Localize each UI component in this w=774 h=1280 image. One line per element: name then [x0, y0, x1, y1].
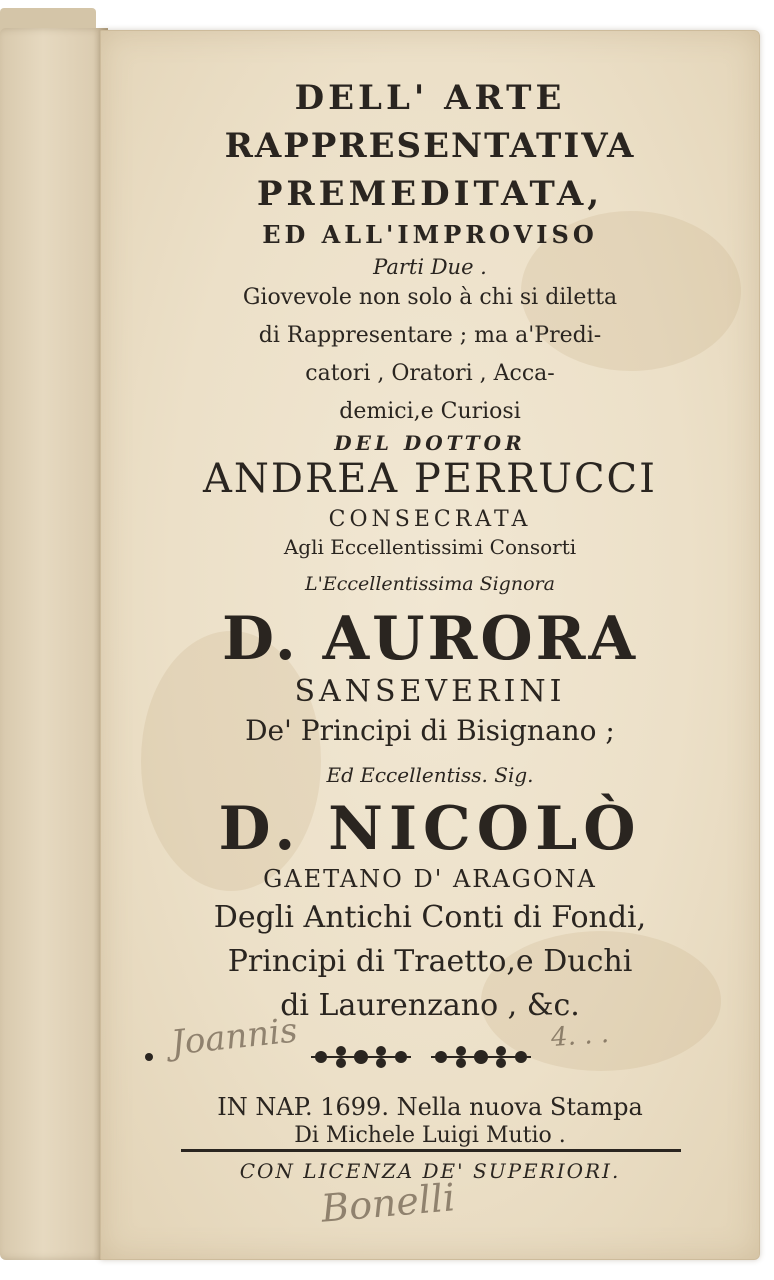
antichi-conti-line: Degli Antichi Conti di Fondi,: [213, 900, 647, 935]
title-line-2: RAPPRESENTATIVA: [224, 126, 636, 166]
handwritten-note: 4. . .: [550, 1019, 610, 1053]
principi-bisignano-line: De' Principi di Bisignano ;: [245, 714, 615, 747]
author-prefix: DEL DOTTOR: [334, 431, 526, 455]
author-name: ANDREA PERRUCCI: [203, 456, 657, 502]
laurenzano-line: di Laurenzano , &c.: [280, 988, 580, 1023]
description-line-2: di Rappresentare ; ma a'Predi-: [258, 323, 602, 348]
description-line-1: Giovevole non solo à chi si diletta: [242, 285, 618, 310]
signora-line: L'Eccellentissima Signora: [305, 573, 555, 595]
title-line-3: PREMEDITATA,: [256, 174, 604, 214]
title-line-4: ED ALL'IMPROVISO: [262, 220, 598, 249]
consorti-line: Agli Eccellentissimi Consorti: [283, 535, 577, 559]
traetto-line: Principi di Traetto,e Duchi: [227, 944, 633, 979]
book-spine: [0, 28, 108, 1260]
dedicatee-sanseverini: SANSEVERINI: [294, 674, 566, 709]
imprint-line-2: Di Michele Luigi Mutio .: [294, 1123, 566, 1148]
handwritten-signature: Joannis: [169, 1010, 300, 1064]
licenza-line: CON LICENZA DE' SUPERIORI.: [239, 1159, 621, 1183]
divider-rule: [181, 1149, 681, 1152]
description-line-4: demici,e Curiosi: [339, 399, 521, 424]
title-page: [100, 30, 760, 1260]
fleuron-ornament-icon: [301, 1037, 541, 1077]
ink-dot: [145, 1053, 153, 1061]
ed-eccellentiss-line: Ed Eccellentiss. Sig.: [326, 763, 534, 787]
dedicatee-nicolo: D. NICOLÒ: [218, 794, 642, 864]
consecrata-line: CONSECRATA: [328, 507, 532, 532]
parts-line: Parti Due .: [373, 255, 487, 279]
title-line-1: DELL' ARTE: [294, 78, 566, 118]
description-line-3: catori , Oratori , Acca-: [305, 361, 555, 386]
dedicatee-aurora: D. AURORA: [221, 604, 639, 674]
gaetano-line: GAETANO D' ARAGONA: [263, 865, 597, 893]
imprint-line-1: IN NAP. 1699. Nella nuova Stampa: [217, 1093, 643, 1121]
handwritten-signature-bottom: Bonelli: [319, 1175, 457, 1231]
